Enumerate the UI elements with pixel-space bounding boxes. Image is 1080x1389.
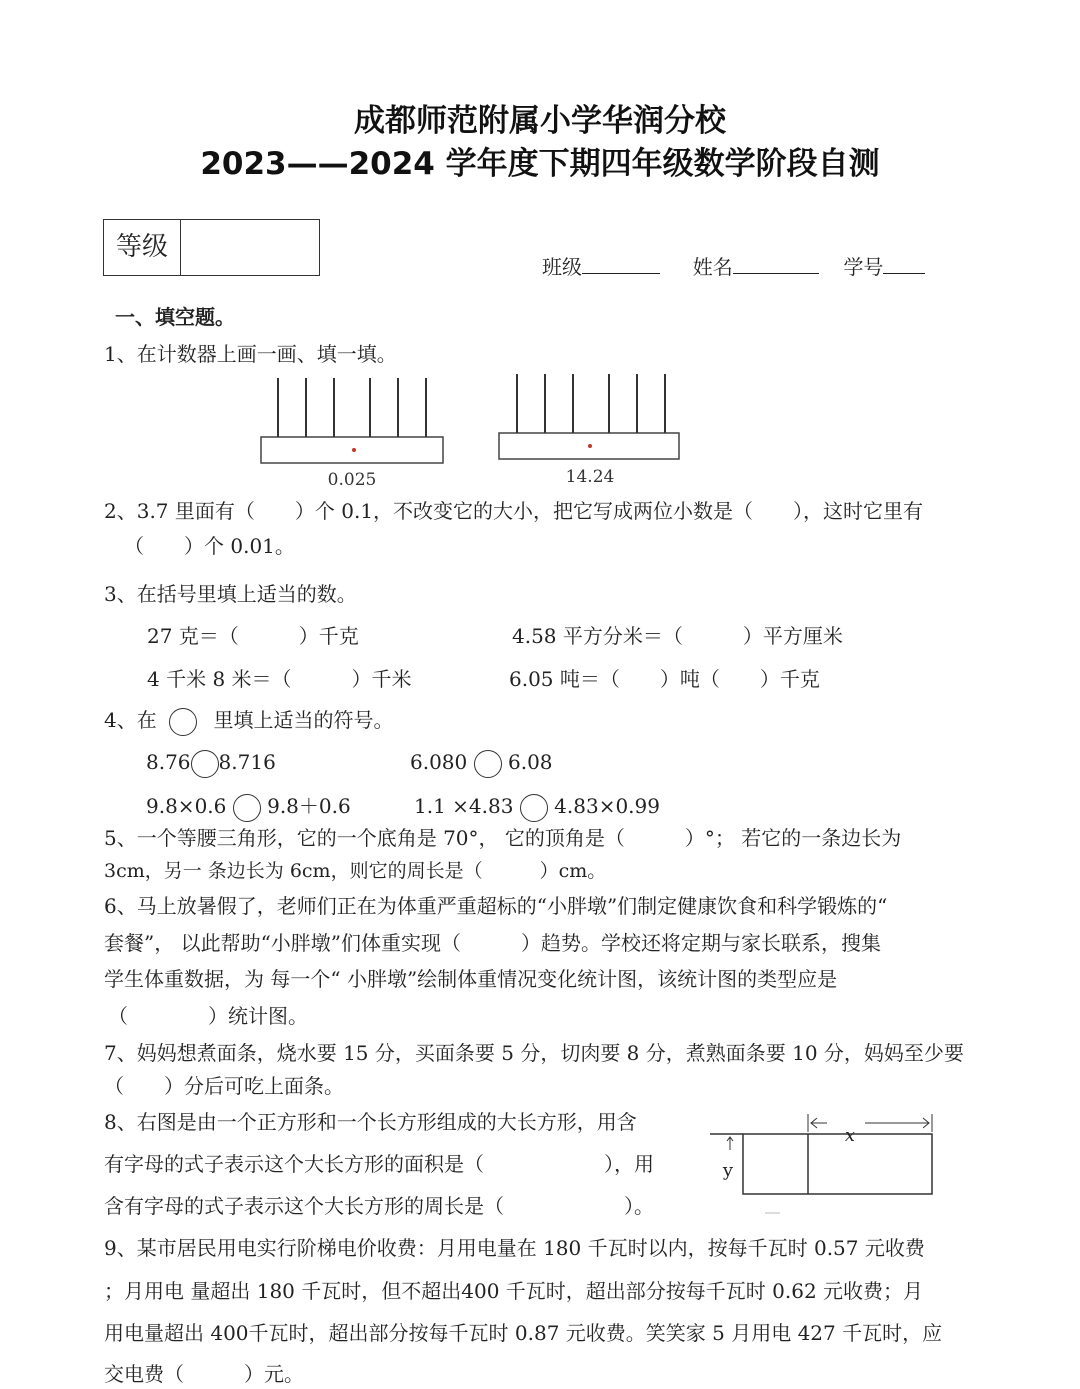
question-9-line3: 用电量超出 400千瓦时，超出部分按每千瓦时 0.87 元收费。笑笑家 5 月用电 427 千瓦时，应 — [104, 1321, 943, 1345]
compare-3-right: 9.8＋0.6 — [267, 794, 351, 818]
abacus-2 — [499, 374, 679, 487]
circle-icon — [169, 708, 197, 736]
question-2-line2: （ ）个 0.01。 — [124, 534, 295, 558]
compare-1-right: 8.716 — [218, 750, 276, 774]
question-3b: 4.58 平方分米＝（ ）平方厘米 — [512, 624, 843, 648]
question-8-line1: 8、右图是由一个正方形和一个长方形组成的大长方形，用含 — [104, 1110, 637, 1134]
compare-2-circle[interactable] — [474, 750, 502, 778]
label-x: x — [844, 1125, 856, 1146]
question-9-line1: 9、某市居民用电实行阶梯电价收费：月用电量在 180 千瓦时以内，按每千瓦时 0.57 元收费 — [104, 1236, 925, 1260]
question-3: 3、在括号里填上适当的数。 — [104, 582, 357, 606]
question-8-line3: 含有字母的式子表示这个大长方形的周长是（ ）。 — [104, 1194, 654, 1218]
question-4-prefix: 4、在 — [104, 708, 157, 732]
question-1: 1、在计数器上画一画、填一填。 — [104, 342, 397, 366]
grade-box — [103, 219, 320, 276]
rectangle-figure — [705, 1110, 945, 1220]
compare-2-left: 6.080 — [410, 750, 468, 774]
abacus-1-value: 0.025 — [327, 470, 377, 490]
question-5-line2: 3cm，另一 条边长为 6cm，则它的周长是（ ）cm。 — [104, 860, 607, 882]
abacus-1 — [261, 378, 443, 490]
question-9-line2: ；月用电 量超出 180 千瓦时，但不超出400 千瓦时，超出部分按每千瓦时 0.62 元收费；月 — [104, 1279, 924, 1303]
question-3d: 6.05 吨＝（ ）吨（ ）千克 — [509, 667, 820, 691]
question-6-line1: 6、马上放暑假了，老师们正在为体重严重超标的“小胖墩”们制定健康饮食和科学锻炼的“ — [104, 894, 888, 918]
question-7-line2: （ ）分后可吃上面条。 — [104, 1074, 344, 1098]
compare-4-circle[interactable] — [520, 794, 548, 822]
abacus-2-value: 14.24 — [565, 467, 615, 487]
compare-3-left: 9.8×0.6 — [146, 794, 227, 818]
question-6-line3: 学生体重数据，为 每一个“ 小胖墩”绘制体重情况变化统计图，该统计图的类型应是 — [104, 967, 838, 991]
compare-pair-1 — [146, 748, 276, 778]
question-8-line2: 有字母的式子表示这个大长方形的面积是（ ），用 — [104, 1152, 654, 1176]
question-2-line1: 2、3.7 里面有（ ）个 0.1，不改变它的大小，把它写成两位小数是（ ），这时它里有 — [104, 499, 924, 523]
class-label: 班级 — [542, 255, 582, 279]
name-label: 姓名 — [692, 255, 733, 279]
number-field[interactable] — [883, 253, 925, 274]
question-7-line1: 7、妈妈想煮面条，烧水要 15 分，买面条要 5 分，切肉要 8 分，煮熟面条要 10 分，妈妈至少要 — [104, 1041, 964, 1065]
compare-1-left: 8.76 — [146, 750, 191, 774]
grade-label: 等级 — [104, 220, 181, 275]
label-y: y — [722, 1160, 734, 1181]
question-3c: 4 千米 8 米＝（ ）千米 — [147, 667, 412, 691]
compare-pair-2 — [410, 748, 553, 778]
question-3a: 27 克＝（ ）千克 — [147, 624, 359, 648]
compare-2-right: 6.08 — [507, 750, 553, 774]
question-4-suffix: 里填上适当的符号。 — [213, 708, 394, 732]
number-label: 学号 — [843, 255, 884, 279]
compare-3-circle[interactable] — [233, 794, 261, 822]
question-5-line1: 5、一个等腰三角形，它的一个底角是 70°， 它的顶角是（ ）°； 若它的一条边长为 — [104, 826, 902, 850]
section-title: 一、填空题。 — [115, 305, 235, 329]
compare-pair-3 — [146, 792, 351, 822]
student-info — [542, 253, 925, 277]
question-6-line2: 套餐”， 以此帮助“小胖墩”们体重实现（ ）趋势。学校还将定期与家长联系，搜集 — [104, 931, 882, 955]
school-title: 成都师范附属小学华润分校 — [354, 103, 726, 139]
exam-title: 2023——2024 学年度下期四年级数学阶段自测 — [200, 146, 880, 182]
compare-4-left: 1.1 ×4.83 — [414, 794, 514, 818]
abacus-figures — [255, 372, 685, 492]
class-field[interactable] — [582, 253, 660, 274]
question-9-line4: 交电费（ ）元。 — [104, 1362, 304, 1386]
compare-4-right: 4.83×0.99 — [554, 794, 660, 818]
question-6-line4: （ ）统计图。 — [108, 1004, 308, 1028]
name-field[interactable] — [733, 253, 819, 274]
compare-pair-4 — [414, 792, 660, 822]
question-4 — [104, 706, 393, 736]
compare-1-circle[interactable] — [191, 750, 219, 778]
